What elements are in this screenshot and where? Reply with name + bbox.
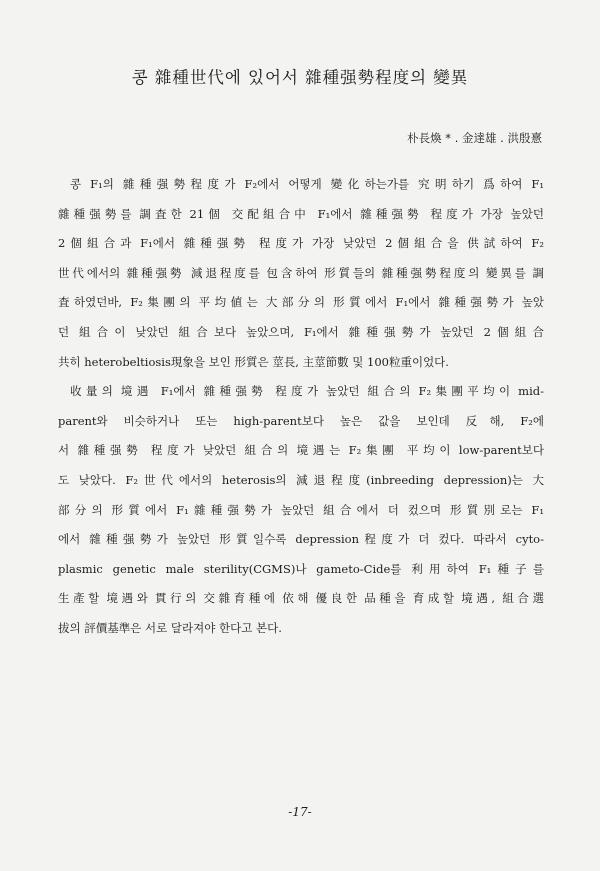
page-number: -17- bbox=[288, 805, 312, 819]
body-line: 査하였던바, F₂集團의 平均値는 大部分의 形質에서 F₁에서 雜種强勢가 높았 bbox=[58, 295, 544, 310]
body-line: 에서 雜種强勢가 높았던 形質일수록 depression程度가 더 컸다. 따라서 cyto- bbox=[58, 532, 544, 547]
body-line: 雜種强勢를 調査한 21個 交配組合中 F₁에서 雜種强勢 程度가 가장 높았던 bbox=[58, 206, 544, 221]
body-line: 던 組合이 낮았던 組合보다 높았으며, F₁에서 雜種强勢가 높았던 2個組合 bbox=[58, 324, 544, 339]
body-line: 共히 heterobeltiosis現象을 보인 形質은 莖長, 主莖節數 및 100粒重이었다. bbox=[58, 354, 449, 369]
body-line: 收量의 境遇 F₁에서 雜種强勢 程度가 높았던 組合의 F₂集團平均이 mid- bbox=[70, 384, 544, 399]
body-line: 生產할 境遇와 貫行의 交雜育種에 依해 優良한 品種을 育成할 境遇, 組合選 bbox=[58, 591, 544, 606]
abstract-body bbox=[58, 174, 544, 648]
body-line: 도 낮았다. F₂世代에서의 heterosis의 減退程度(inbreeding depression)는 大 bbox=[58, 472, 544, 487]
body-line: parent와 비슷하거나 또는 high-parent보다 높은 값을 보인데 反해, F₂에 bbox=[58, 413, 544, 428]
author-list: 朴長煥 * . 金達雄 . 洪殷憙 bbox=[407, 131, 542, 145]
body-line: 2個組合과 F₁에서 雜種强勢 程度가 가장 낮았던 2個組合을 供試하여 F₂ bbox=[58, 236, 544, 251]
body-line: plasmic genetic male sterility(CGMS)나 gameto-Cide를 利用하여 F₁種子를 bbox=[58, 561, 544, 576]
body-line: 서 雜種强勢 程度가 낮았던 組合의 境遇는 F₂集團 平均이 low-parent보다 bbox=[58, 443, 544, 458]
body-line: 콩 F₁의 雜種强勢程度가 F₂에서 어떻게 變化하는가를 究明하기 爲하여 F₁ bbox=[70, 177, 544, 191]
paper-title: 콩 雜種世代에 있어서 雜種强勢程度의 變異 bbox=[131, 68, 469, 87]
body-line: 部分의 形質에서 F₁雜種强勢가 높았던 組合에서 더 컸으며 形質別로는 F₁ bbox=[58, 502, 544, 517]
body-line: 世代에서의 雜種强勢 減退程度를 包含하여 形質들의 雜種强勢程度의 變異를 調 bbox=[58, 265, 544, 280]
body-line: 拔의 評價基準은 서로 달라져야 한다고 본다. bbox=[58, 620, 282, 635]
